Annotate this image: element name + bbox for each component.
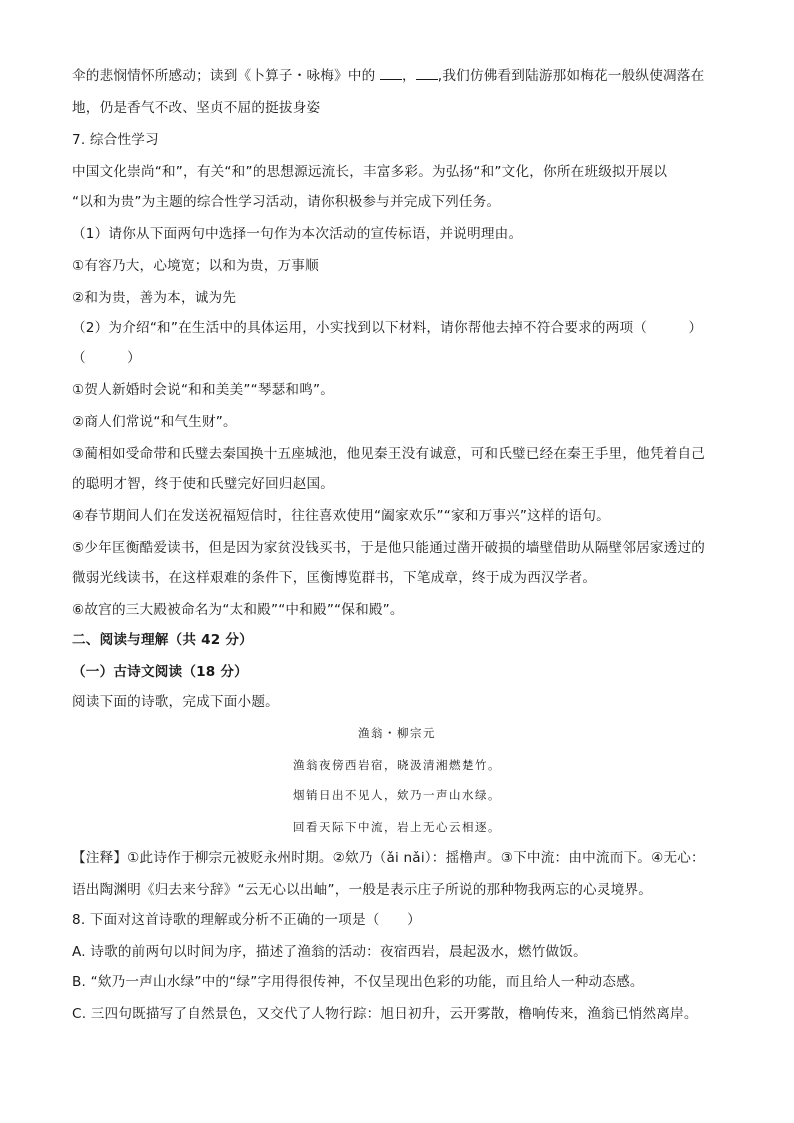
material-2: ②商人们常说“和气生财”。 [72,414,237,430]
annotation: 【注释】①此诗作于柳宗元被贬永州时期。②欸乃（ǎi nǎi）：摇橹声。③下中流：由中流而下。④无心： [72,850,705,866]
material-1: ①贺人新婚时会说“和和美美”“琴瑟和鸣”。 [72,382,335,398]
choice-a: A. 诗歌的前两句以时间为序，描述了渔翁的活动：夜宿西岩，晨起汲水，燃竹做饭。 [72,944,587,960]
fill-blank[interactable] [380,79,402,80]
poem-line: 烟销日出不见人，欸乃一声山水绿。 [293,788,501,802]
question-7-heading: 7. 综合性学习 [72,132,159,148]
question-8: 8. 下面对这首诗歌的理解或分析不正确的一项是（ ） [72,912,421,928]
task-2: （2）为介绍“和”在生活中的具体运用，小实找到以下材料，请你帮他去掉不符合要求的两项（ ） [72,320,703,336]
text-line: 语出陶渊明《归去来兮辞》“云无心以出岫”，一般是表示庄子所说的那种物我两忘的心灵境界。 [72,882,653,898]
task-1: （1）请你从下面两句中选择一句作为本次活动的宣传标语，并说明理由。 [72,226,523,242]
material-4: ④春节期间人们在发送祝福短信时，往往喜欢使用“阖家欢乐”“家和万事兴”这样的语句。 [72,508,610,524]
text-line: 伞的悲悯情怀所感动；读到《卜算子・咏梅》中的 ， ,我们仿佛看到陆游那如梅花一般纵使凋落在 [72,68,705,84]
text-line: 微弱光线读书，在这样艰难的条件下，匡衡博览群书，下笔成章，终于成为西汉学者。 [72,570,597,586]
material-6: ⑥故宫的三大殿被命名为“太和殿”“中和殿”“保和殿”。 [72,602,404,618]
answer-bracket: （ ） [72,350,141,366]
poem-line: 渔翁夜傍西岩宿，晓汲清湘燃楚竹。 [293,758,501,772]
option-2: ②和为贵，善为本，诚为先 [72,290,237,306]
text-line: 中国文化崇尚“和”，有关“和”的思想源远流长，丰富多彩。为弘扬“和”文化，你所在班级拟开展以 [72,164,668,180]
option-1: ①有容乃大，心境宽；以和为贵，万事顺 [72,258,319,274]
text-line: 的聪明才智，终于使和氏璧完好回归赵国。 [72,476,335,492]
poem-title: 渔翁・柳宗元 [358,726,436,740]
instruction: 阅读下面的诗歌，完成下面小题。 [72,694,279,710]
poem-line: 回看天际下中流，岩上无心云相逐。 [293,820,501,834]
text-line: 地，仍是香气不改、坚贞不屈的挺拔身姿 [72,100,321,116]
choice-b: B. “欸乃一声山水绿”中的“绿”字用得很传神，不仅呈现出色彩的功能，而且给人一种动态感。 [72,974,644,990]
section-2-heading: 二、阅读与理解（共 42 分） [72,632,253,648]
text-line: “以和为贵”为主题的综合性学习活动，请你积极参与并完成下列任务。 [72,194,501,210]
material-3: ③蔺相如受命带和氏璧去秦国换十五座城池，他见秦王没有诚意，可和氏璧已经在秦王手里，他凭着自己 [72,446,706,462]
material-5: ⑤少年匡衡酷爱读书，但是因为家贫没钱买书，于是他只能通过凿开破损的墙壁借助从隔壁邻居家透过的 [72,540,706,556]
choice-c: C. 三四句既描写了自然景色，又交代了人物行踪：旭日初升，云开雾散，橹响传来，渔翁已悄然离岸。 [72,1006,698,1022]
fill-blank[interactable] [416,79,438,80]
subsection-heading: （一）古诗文阅读（18 分） [72,664,248,680]
